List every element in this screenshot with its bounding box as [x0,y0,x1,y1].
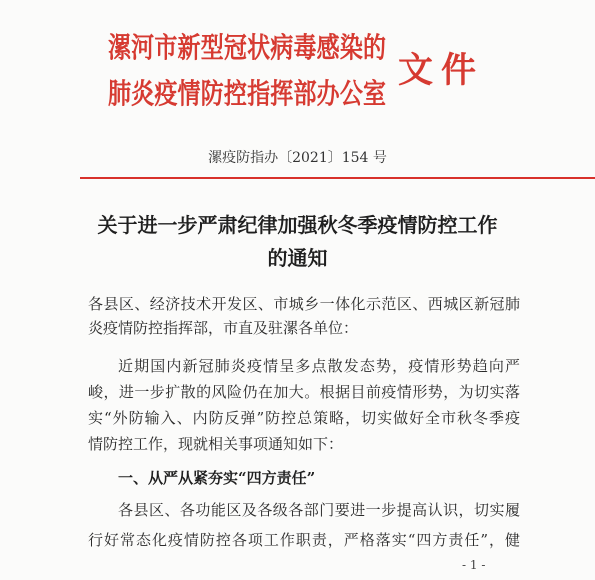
paragraph-line: 情防控工作，现就相关事项通知如下： [88,435,344,453]
addressee-line: 炎疫情防控指挥部，市直及驻漯各单位： [88,319,359,337]
red-header-rule [80,177,595,179]
paragraph-line: 实“外防输入、内防反弹”防控总策略，切实做好全市秋冬季疫 [88,409,520,427]
issuing-organization-line-2: 肺炎疫情防控指挥部办公室 [108,77,386,111]
paragraph-line: 峻，进一步扩散的风险仍在加大。根据目前疫情形势，为切实落 [88,383,520,401]
issuing-organization-line-1: 漯河市新型冠状病毒感染的 [108,31,386,65]
section-heading: 一、从严从紧夯实“四方责任” [118,469,316,487]
paragraph-line: 行好常态化疫情防控各项工作职责，严格落实“四方责任”，健 [88,531,520,549]
paragraph-line: 近期国内新冠肺炎疫情呈多点散发态势，疫情形势趋向严 [118,357,520,375]
addressee-line: 各县区、经济技术开发区、市城乡一体化示范区、西城区新冠肺 [88,295,520,313]
document-title-line-1: 关于进一步严肃纪律加强秋冬季疫情防控工作 [97,213,498,237]
paragraph-line: 各县区、各功能区及各级各部门要进一步提高认识，切实履 [118,501,520,519]
document-title-line-2: 的通知 [267,246,328,270]
document-type-label: 文件 [398,50,476,91]
page-number: - 1 - [462,558,486,572]
document-number: 漯疫防指办〔2021〕154 号 [208,150,387,166]
